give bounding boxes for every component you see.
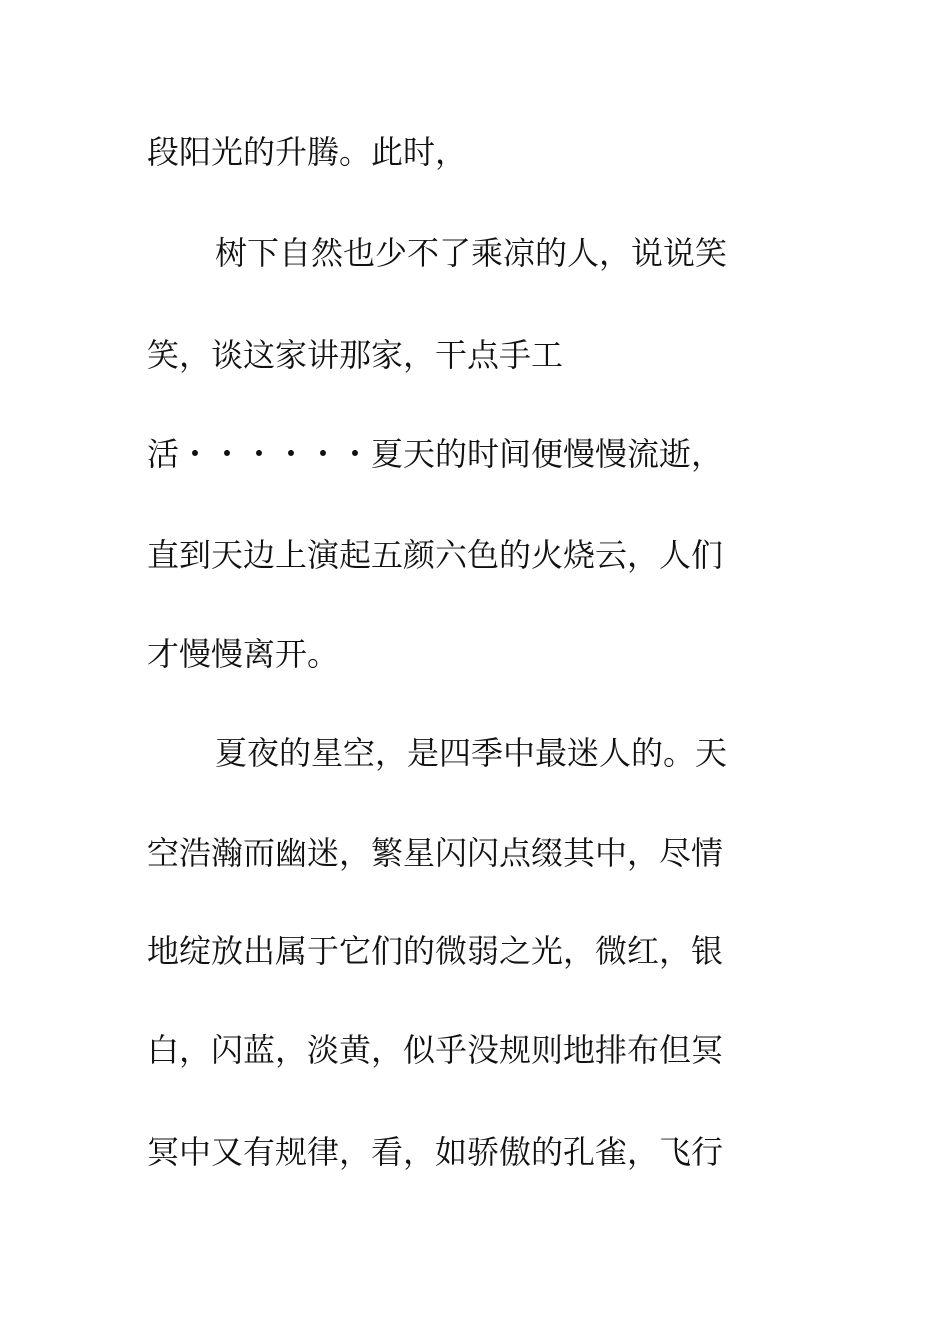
text-line: 白，闪蓝，淡黄，似乎没规则地排布但冥 xyxy=(147,1031,724,1069)
text-line: 才慢慢离开。 xyxy=(147,635,340,673)
paragraph-start-line: 夏夜的星空，是四季中最迷人的。天 xyxy=(215,734,728,772)
text-line: 活・・・・・・夏天的时间便慢慢流逝， xyxy=(147,435,724,473)
text-line: 地绽放出属于它们的微弱之光，微红，银 xyxy=(147,932,724,970)
text-line: 笑，谈这家讲那家，干点手工 xyxy=(147,336,564,374)
text-line: 直到天边上演起五颜六色的火烧云，人们 xyxy=(147,536,724,574)
text-line: 冥中又有规律，看，如骄傲的孔雀，飞行 xyxy=(147,1133,724,1171)
text-line: 段阳光的升腾。此时， xyxy=(147,133,468,171)
text-line: 空浩瀚而幽迷，繁星闪闪点缀其中，尽情 xyxy=(147,834,724,872)
paragraph-start-line: 树下自然也少不了乘凉的人，说说笑 xyxy=(215,234,728,272)
